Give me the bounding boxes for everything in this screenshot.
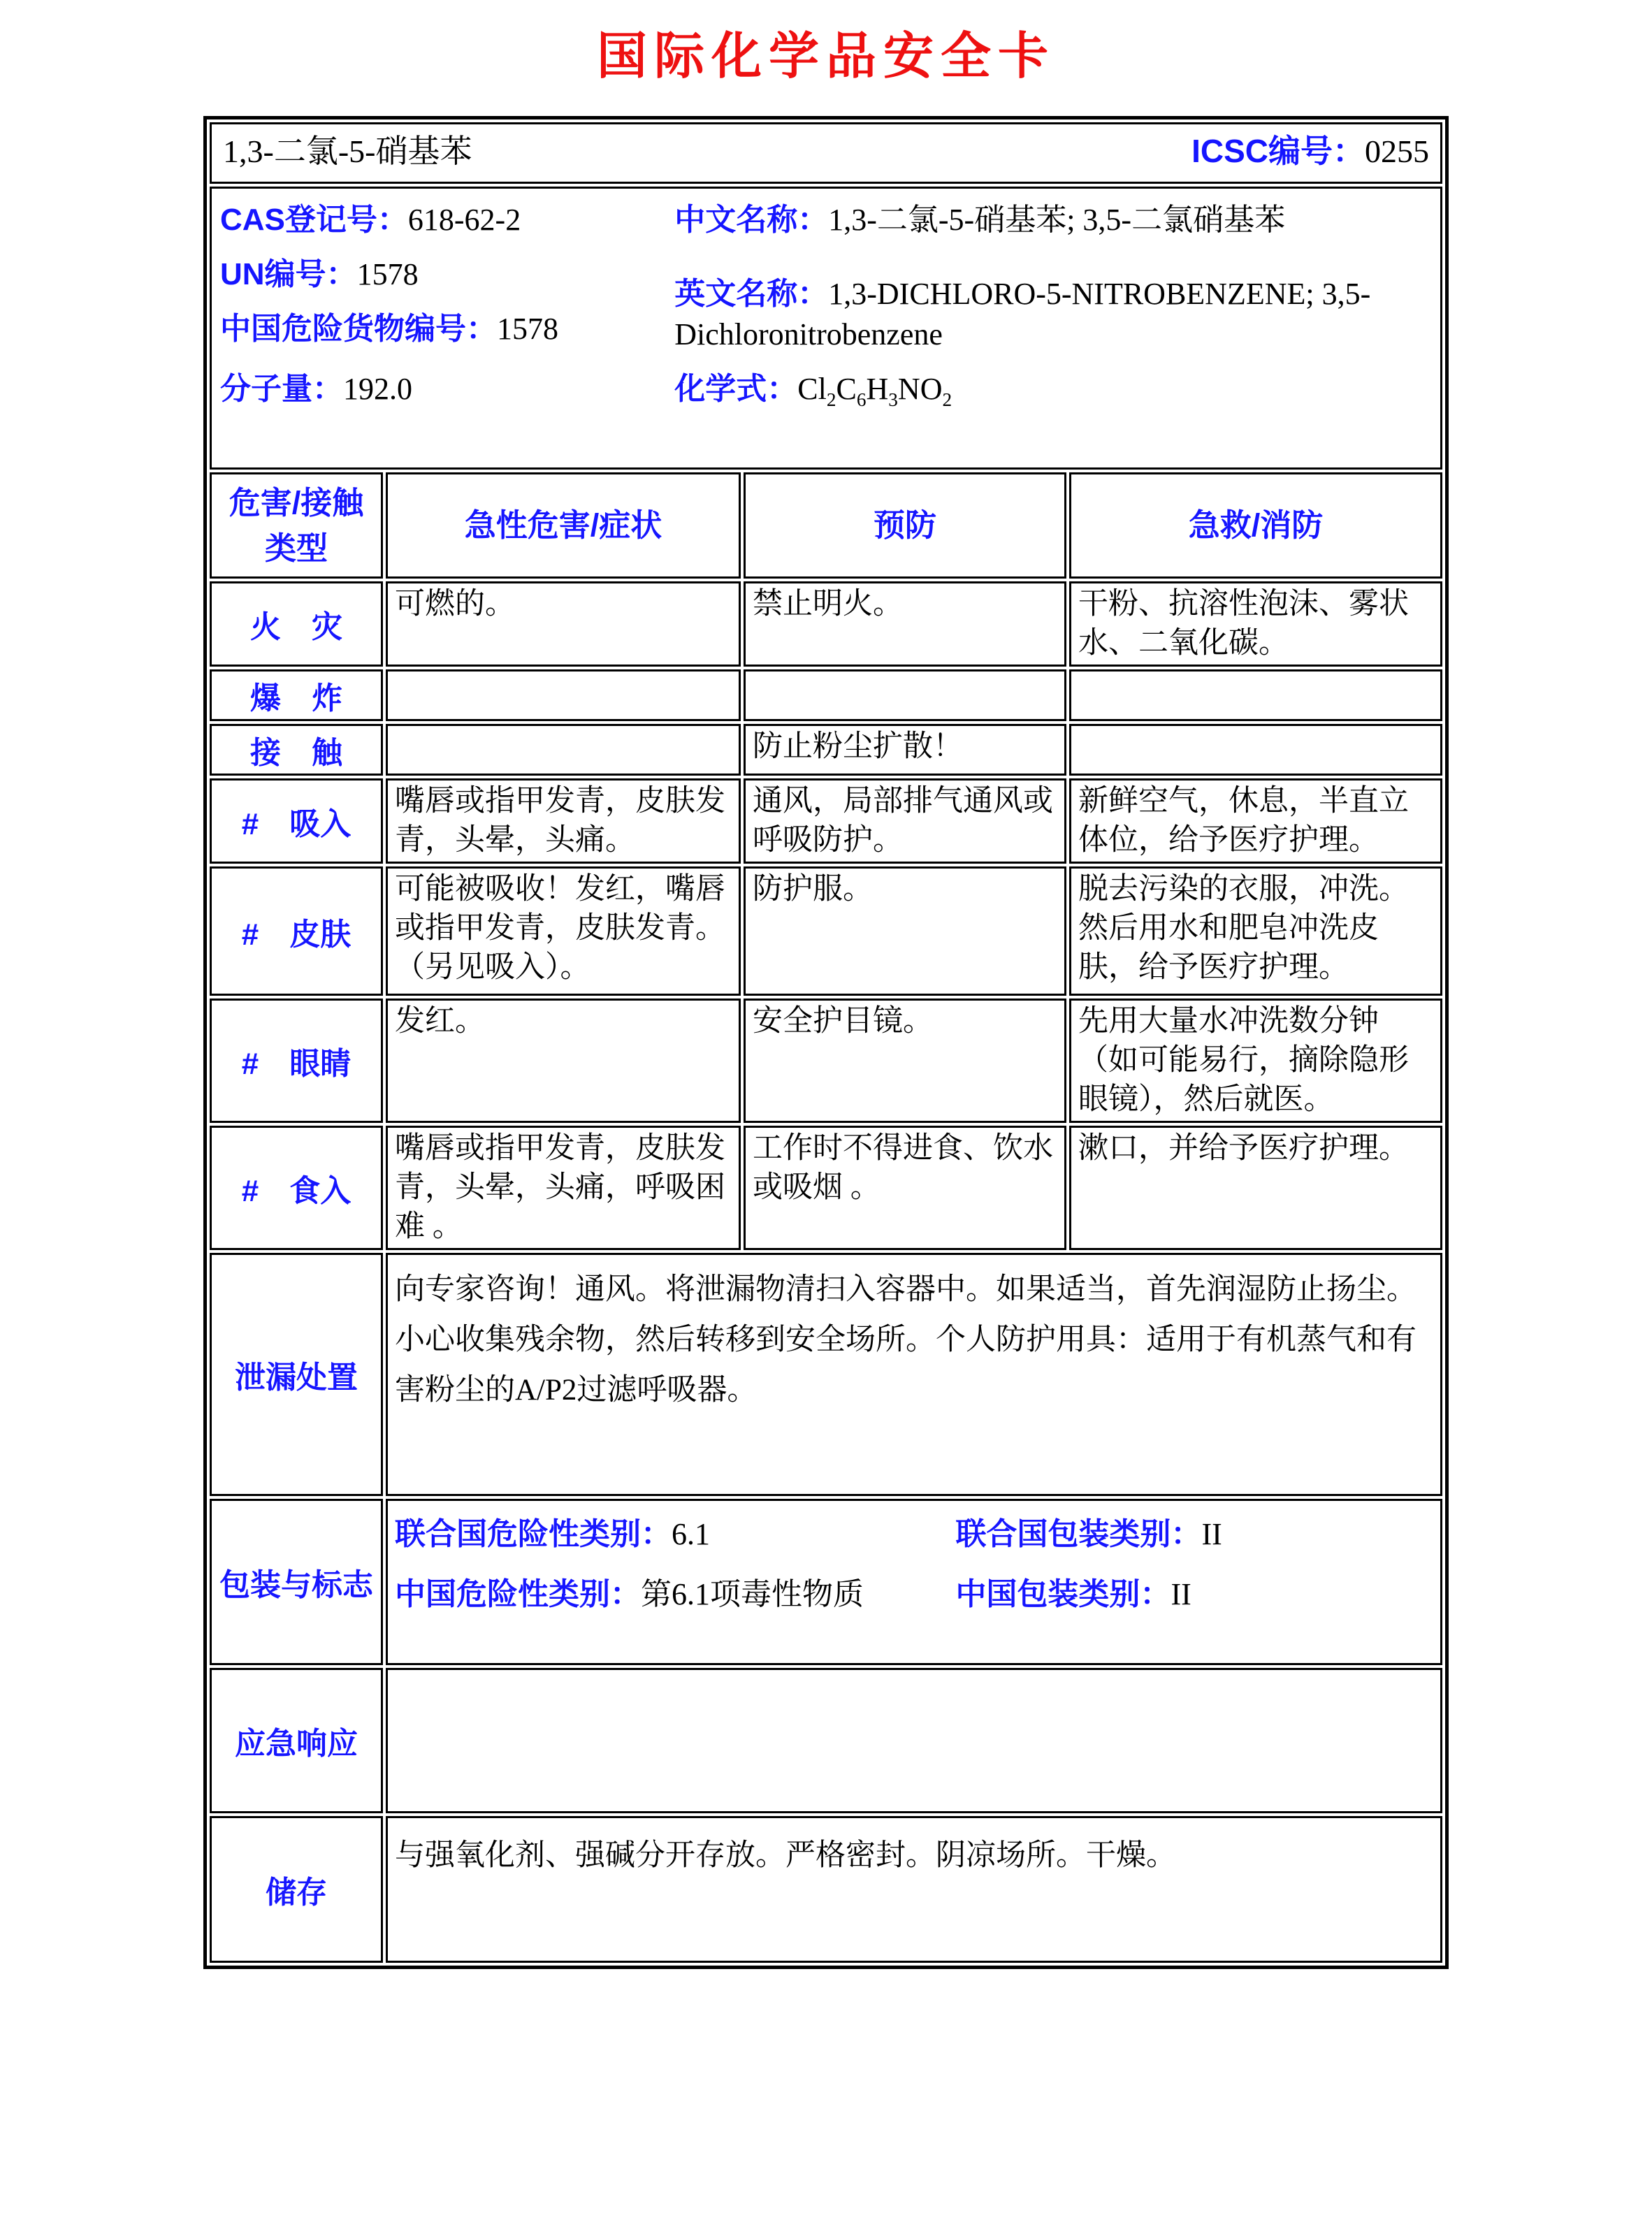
un-number-value: 1578 bbox=[356, 257, 419, 291]
hazard-type-label: 火 灾 bbox=[210, 581, 383, 667]
chinese-name-value: 1,3-二氯-5-硝基苯; 3,5-二氯硝基苯 bbox=[828, 203, 1286, 237]
molecular-weight-label: 分子量： bbox=[220, 372, 343, 406]
symptoms-cell: 可燃的。 bbox=[386, 581, 741, 667]
prevention-cell: 防护服。 bbox=[744, 866, 1066, 996]
first-aid-cell bbox=[1069, 724, 1442, 776]
hazard-type-label: 爆 炸 bbox=[210, 669, 383, 721]
english-name-value: 1,3-DICHLORO-5-NITROBENZENE; 3,5-Dichloronitrobenzene bbox=[674, 277, 1371, 351]
icsc-number bbox=[1191, 126, 1429, 172]
emergency-response-label: 应急响应 bbox=[210, 1668, 383, 1813]
storage-text: 与强氧化剂、强碱分开存放。严格密封。阴凉场所。干燥。 bbox=[386, 1816, 1442, 1963]
identity-right-column bbox=[674, 200, 1432, 363]
first-aid-cell: 新鲜空气，休息，半直立体位，给予医疗护理。 bbox=[1069, 778, 1442, 864]
english-name-label: 英文名称： bbox=[674, 277, 829, 311]
hazard-type-label: # 食入 bbox=[210, 1126, 383, 1250]
first-aid-cell: 先用大量水冲洗数分钟（如可能易行，摘除隐形眼镜），然后就医。 bbox=[1069, 999, 1442, 1123]
emergency-response-row bbox=[210, 1668, 1442, 1813]
molecular-weight-field bbox=[220, 363, 674, 414]
symptoms-cell bbox=[386, 669, 741, 721]
un-number-field bbox=[220, 254, 674, 295]
symptoms-cell: 可能被吸收！发红，嘴唇或指甲发青，皮肤发青。（另见吸入）。 bbox=[386, 866, 741, 996]
prevention-cell: 工作时不得进食、饮水或吸烟 。 bbox=[744, 1126, 1066, 1250]
hazard-row-eyes bbox=[210, 999, 1442, 1123]
symptoms-cell: 发红。 bbox=[386, 999, 741, 1123]
spill-disposal-row bbox=[210, 1253, 1442, 1496]
hazard-header-row bbox=[210, 472, 1442, 579]
un-hazard-class-label: 联合国危险性类别： bbox=[395, 1517, 672, 1551]
packaging-label: 包装与标志 bbox=[210, 1499, 383, 1665]
molecular-weight-value: 192.0 bbox=[343, 372, 412, 406]
name-row bbox=[210, 122, 1442, 184]
un-packing-group-label: 联合国包装类别： bbox=[955, 1517, 1202, 1551]
icsc-number-label: ICSC编号： bbox=[1191, 133, 1365, 169]
first-aid-cell bbox=[1069, 669, 1442, 721]
first-aid-cell: 干粉、抗溶性泡沫、雾状水、二氧化碳。 bbox=[1069, 581, 1442, 667]
cn-dangerous-goods-number-label: 中国危险货物编号： bbox=[220, 312, 497, 346]
cn-hazard-class-value: 第6.1项毒性物质 bbox=[641, 1577, 864, 1611]
identity-row bbox=[210, 187, 1442, 470]
prevention-cell: 通风，局部排气通风或呼吸防护。 bbox=[744, 778, 1066, 864]
icsc-number-value: 0255 bbox=[1365, 133, 1429, 169]
hazard-type-label: # 眼睛 bbox=[210, 999, 383, 1123]
cn-packing-group-label: 中国包装类别： bbox=[955, 1577, 1171, 1611]
hazard-row-fire bbox=[210, 581, 1442, 667]
prevention-cell bbox=[744, 669, 1066, 721]
hazard-row-ingestion bbox=[210, 1126, 1442, 1250]
cn-packing-group-value: II bbox=[1171, 1577, 1191, 1611]
spill-disposal-label: 泄漏处置 bbox=[210, 1253, 383, 1496]
prevention-cell: 安全护目镜。 bbox=[744, 999, 1066, 1123]
hazard-row-inhalation bbox=[210, 778, 1442, 864]
hazard-row-contact bbox=[210, 724, 1442, 776]
hazard-type-label: # 皮肤 bbox=[210, 866, 383, 996]
chemical-formula-label: 化学式： bbox=[674, 372, 798, 406]
un-packing-group-value: II bbox=[1201, 1517, 1222, 1551]
cn-dangerous-goods-number-value: 1578 bbox=[497, 312, 558, 346]
column-header-first-aid: 急救/消防 bbox=[1069, 472, 1442, 579]
un-hazard-class-value: 6.1 bbox=[672, 1517, 710, 1551]
symptoms-cell bbox=[386, 724, 741, 776]
cn-packing-group-field bbox=[955, 1575, 1433, 1614]
name-cell bbox=[210, 122, 1442, 184]
symptoms-cell: 嘴唇或指甲发青，皮肤发青，头晕，头痛，呼吸困难 。 bbox=[386, 1126, 741, 1250]
cn-hazard-class-label: 中国危险性类别： bbox=[395, 1577, 641, 1611]
hazard-row-skin bbox=[210, 866, 1442, 996]
packaging-content bbox=[386, 1499, 1442, 1665]
storage-label: 储存 bbox=[210, 1816, 383, 1963]
cas-number-value: 618-62-2 bbox=[407, 203, 521, 237]
spill-disposal-text: 向专家咨询！通风。将泄漏物清扫入容器中。如果适当，首先润湿防止扬尘。小心收集残余物，然后转移到安全场所。个人防护用具：适用于有机蒸气和有害粉尘的A/P2过滤呼吸器。 bbox=[386, 1253, 1442, 1496]
page-title: 国际化学品安全卡 bbox=[596, 29, 1055, 85]
hazard-type-label: 接 触 bbox=[210, 724, 383, 776]
storage-row bbox=[210, 1816, 1442, 1963]
identity-cell bbox=[210, 187, 1442, 470]
hazard-row-explosion bbox=[210, 669, 1442, 721]
prevention-cell: 防止粉尘扩散！ bbox=[744, 724, 1066, 776]
english-name-field bbox=[674, 274, 1432, 355]
column-header-prevention: 预防 bbox=[744, 472, 1066, 579]
chemical-formula-value: $Cl_2C_6H_3NO_2$ bbox=[797, 372, 952, 410]
chemical-name: 1,3-二氯-5-硝基苯 bbox=[223, 133, 472, 169]
identity-left-column bbox=[220, 200, 674, 363]
cn-hazard-class-field bbox=[395, 1575, 955, 1614]
un-packing-group-field bbox=[955, 1515, 1433, 1554]
chinese-name-field bbox=[674, 200, 1432, 240]
chinese-name-label: 中文名称： bbox=[674, 203, 829, 237]
cas-number-label: CAS登记号： bbox=[220, 203, 408, 237]
un-hazard-class-field bbox=[395, 1515, 955, 1554]
icsc-card-table bbox=[203, 116, 1449, 1969]
emergency-response-text bbox=[386, 1668, 1442, 1813]
first-aid-cell: 脱去污染的衣服，冲洗。然后用水和肥皂冲洗皮肤，给予医疗护理。 bbox=[1069, 866, 1442, 996]
hazard-type-label: # 吸入 bbox=[210, 778, 383, 864]
cas-number-field bbox=[220, 200, 674, 240]
column-header-hazard-type: 危害/接触类型 bbox=[210, 472, 383, 579]
prevention-cell: 禁止明火。 bbox=[744, 581, 1066, 667]
cn-dangerous-goods-number-field bbox=[220, 309, 674, 349]
first-aid-cell: 漱口，并给予医疗护理。 bbox=[1069, 1126, 1442, 1250]
un-number-label: UN编号： bbox=[220, 257, 357, 291]
symptoms-cell: 嘴唇或指甲发青，皮肤发青，头晕，头痛。 bbox=[386, 778, 741, 864]
chemical-formula-field bbox=[674, 363, 1432, 414]
column-header-symptoms: 急性危害/症状 bbox=[386, 472, 741, 579]
packaging-row bbox=[210, 1499, 1442, 1665]
